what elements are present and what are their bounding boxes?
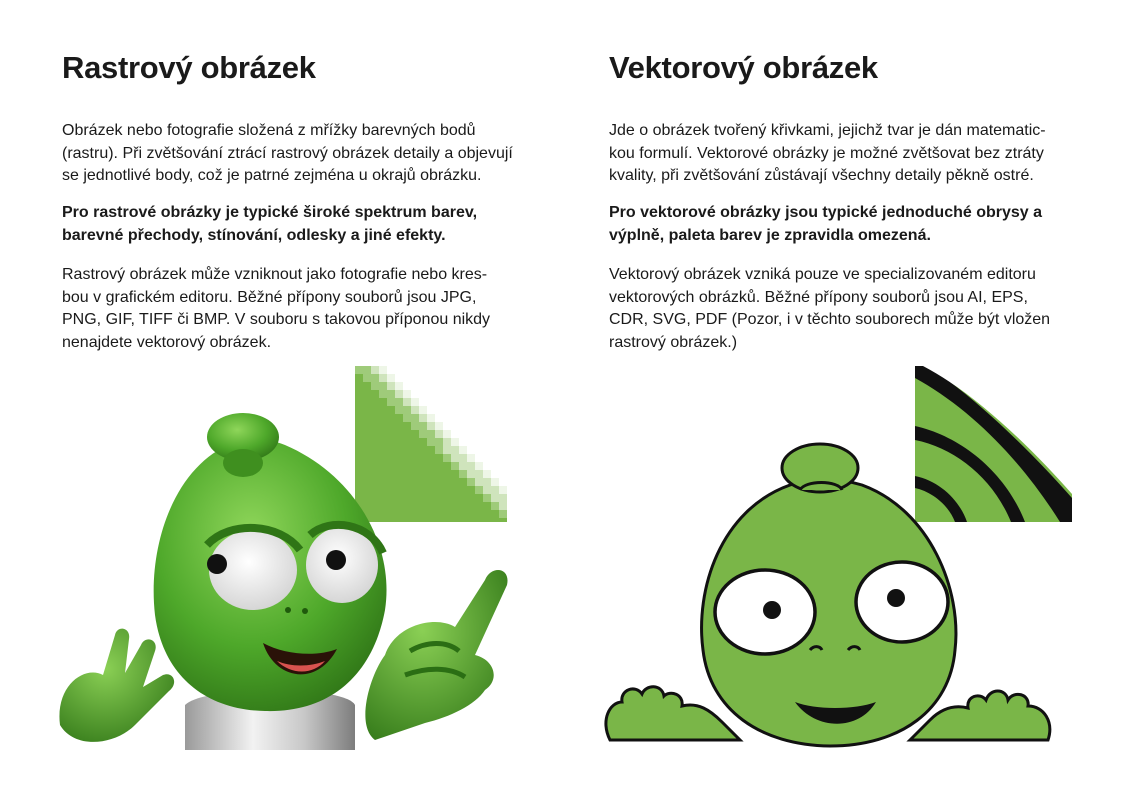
text-line: rastrový obrázek.) xyxy=(609,333,738,351)
raster-pixel xyxy=(371,374,379,382)
raster-pixel xyxy=(403,390,411,398)
text-line: (rastru). Při zvětšování ztrácí rastrový obrázek detaily a objevují xyxy=(62,144,513,162)
text-line: se jednotlivé body, což je patrné zejména u okrajů obrázku. xyxy=(62,167,482,184)
vector-title: Vektorový obrázek xyxy=(609,50,878,85)
raster-pixel xyxy=(379,366,387,374)
raster-pixel xyxy=(387,390,395,398)
raster-paragraph-3 xyxy=(62,264,490,354)
raster-pixel xyxy=(387,374,395,382)
vector-alien-illustration-icon xyxy=(600,440,1060,750)
raster-pixel xyxy=(355,374,363,382)
raster-pixel xyxy=(379,390,387,398)
raster-pixel xyxy=(355,390,363,398)
text-line: nenajdete vektorový obrázek. xyxy=(62,333,272,351)
text-line: CDR, SVG, PDF (Pozor, i v těchto souborech může být vložen xyxy=(609,311,1051,328)
text-line: Jde o obrázek tvořený křivkami, jejichž tvar je dán matematic- xyxy=(609,122,1046,139)
vector-paragraph-3 xyxy=(609,264,1050,354)
raster-pixel xyxy=(363,390,371,398)
text-line: PNG, GIF, TIFF či BMP. V souboru s takovou příponou nikdy xyxy=(62,311,491,328)
text-line: Vektorový obrázek vzniká pouze ve specializovaném editoru xyxy=(609,266,1036,283)
text-line: výplně, paleta barev je zpravidla omezená. xyxy=(609,226,931,244)
raster-title: Rastrový obrázek xyxy=(62,50,316,85)
raster-pixel xyxy=(363,366,371,374)
text-line: kou formulí. Vektorové obrázky je možné zvětšovat bez ztráty xyxy=(609,144,1044,162)
raster-paragraph-2 xyxy=(62,202,477,247)
text-line: kvality, při zvětšování zůstávají všechny detaily pěkně ostré. xyxy=(609,167,1034,184)
text-line: Pro vektorové obrázky jsou typické jednoduché obrysy a xyxy=(609,204,1043,221)
raster-alien-illustration-icon xyxy=(55,405,535,750)
raster-pixel xyxy=(363,374,371,382)
text-line: vektorových obrázků. Běžné přípony souborů jsou AI, EPS, xyxy=(609,288,1028,306)
raster-pixel xyxy=(371,366,379,374)
text-line: barevné přechody, stínování, odlesky a jiné efekty. xyxy=(62,226,446,244)
raster-pixel xyxy=(395,390,403,398)
text-line: Pro rastrové obrázky je typické široké spektrum barev, xyxy=(62,204,478,221)
raster-pixel xyxy=(355,382,363,390)
text-line: bou v grafickém editoru. Běžné přípony souborů jsou JPG, xyxy=(62,288,477,306)
raster-pixel xyxy=(355,366,363,374)
raster-pixel xyxy=(379,374,387,382)
raster-pixel xyxy=(387,382,395,390)
raster-pixel xyxy=(379,382,387,390)
raster-pixel xyxy=(371,390,379,398)
text-line: Rastrový obrázek může vzniknout jako fotografie nebo kres- xyxy=(62,266,488,283)
vector-paragraph-2 xyxy=(609,202,1042,247)
raster-pixel xyxy=(371,382,379,390)
vector-paragraph-1 xyxy=(609,120,1046,188)
text-line: Obrázek nebo fotografie složená z mřížky barevných bodů xyxy=(62,122,476,139)
raster-paragraph-1 xyxy=(62,120,513,188)
raster-pixel xyxy=(363,382,371,390)
raster-pixel xyxy=(395,382,403,390)
